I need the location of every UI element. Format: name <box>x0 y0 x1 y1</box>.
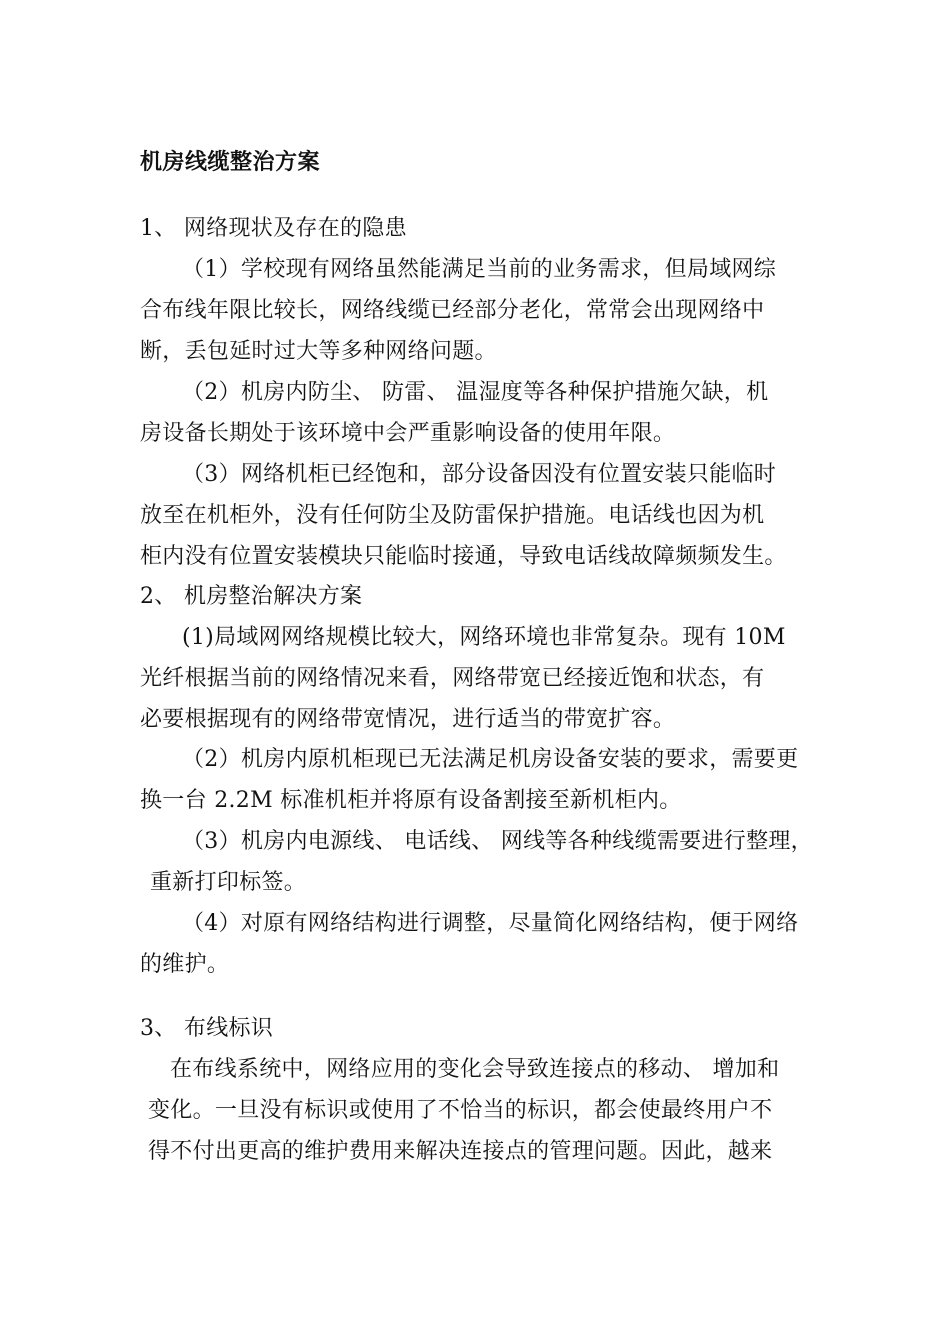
section-2-paragraph-4-line-2: 的维护。 <box>140 952 230 977</box>
section-2-paragraph-3-line-1: （3）机房内电源线、 电话线、 网线等各种线缆需要进行整理， <box>182 829 813 854</box>
section-1-paragraph-1-line-2: 合布线年限比较长，网络线缆已经部分老化，常常会出现网络中 <box>140 298 765 323</box>
section-1-paragraph-3-line-3: 柜内没有位置安装模块只能临时接通，导致电话线故障频频发生。 <box>140 544 787 569</box>
section-2-heading: 2、 机房整治解决方案 <box>140 584 363 609</box>
section-1-paragraph-3-line-2: 放至在机柜外，没有任何防尘及防雷保护措施。电话线也因为机 <box>140 503 765 528</box>
section-2-paragraph-4-line-1: （4）对原有网络结构进行调整，尽量简化网络结构，便于网络 <box>182 911 799 936</box>
section-3-paragraph-1-line-2: 变化。一旦没有标识或使用了不恰当的标识，都会使最终用户不 <box>148 1098 773 1123</box>
section-2-paragraph-1-line-2: 光纤根据当前的网络情况来看，网络带宽已经接近饱和状态，有 <box>140 666 765 691</box>
section-2-paragraph-1-line-3: 必要根据现有的网络带宽情况，进行适当的带宽扩容。 <box>140 707 676 732</box>
section-1-paragraph-1-line-3: 断，丢包延时过大等多种网络问题。 <box>140 339 497 364</box>
section-1-paragraph-3-line-1: （3）网络机柜已经饱和，部分设备因没有位置安装只能临时 <box>182 462 777 487</box>
section-1-paragraph-1-line-1: （1）学校现有网络虽然能满足当前的业务需求，但局域网综 <box>182 257 777 282</box>
section-2-paragraph-1-line-1: (1)局域网网络规模比较大，网络环境也非常复杂。现有 10M <box>182 625 786 650</box>
section-3-paragraph-1-line-1: 在布线系统中，网络应用的变化会导致连接点的移动、 增加和 <box>170 1057 780 1082</box>
section-2-paragraph-3-line-2: 重新打印标签。 <box>150 870 307 895</box>
section-2-paragraph-2-line-1: （2）机房内原机柜现已无法满足机房设备安装的要求，需要更 <box>182 747 799 772</box>
document-title: 机房线缆整治方案 <box>140 150 321 175</box>
section-1-paragraph-2-line-2: 房设备长期处于该环境中会严重影响设备的使用年限。 <box>140 421 676 446</box>
section-1-paragraph-2-line-1: （2）机房内防尘、 防雷、 温湿度等各种保护措施欠缺，机 <box>182 380 769 405</box>
section-1-heading: 1、 网络现状及存在的隐患 <box>140 216 407 241</box>
section-3-heading: 3、 布线标识 <box>140 1016 274 1041</box>
section-2-paragraph-2-line-2: 换一台 2.2M 标准机柜并将原有设备割接至新机柜内。 <box>140 788 682 813</box>
section-3-paragraph-1-line-3: 得不付出更高的维护费用来解决连接点的管理问题。因此，越来 <box>148 1139 773 1164</box>
